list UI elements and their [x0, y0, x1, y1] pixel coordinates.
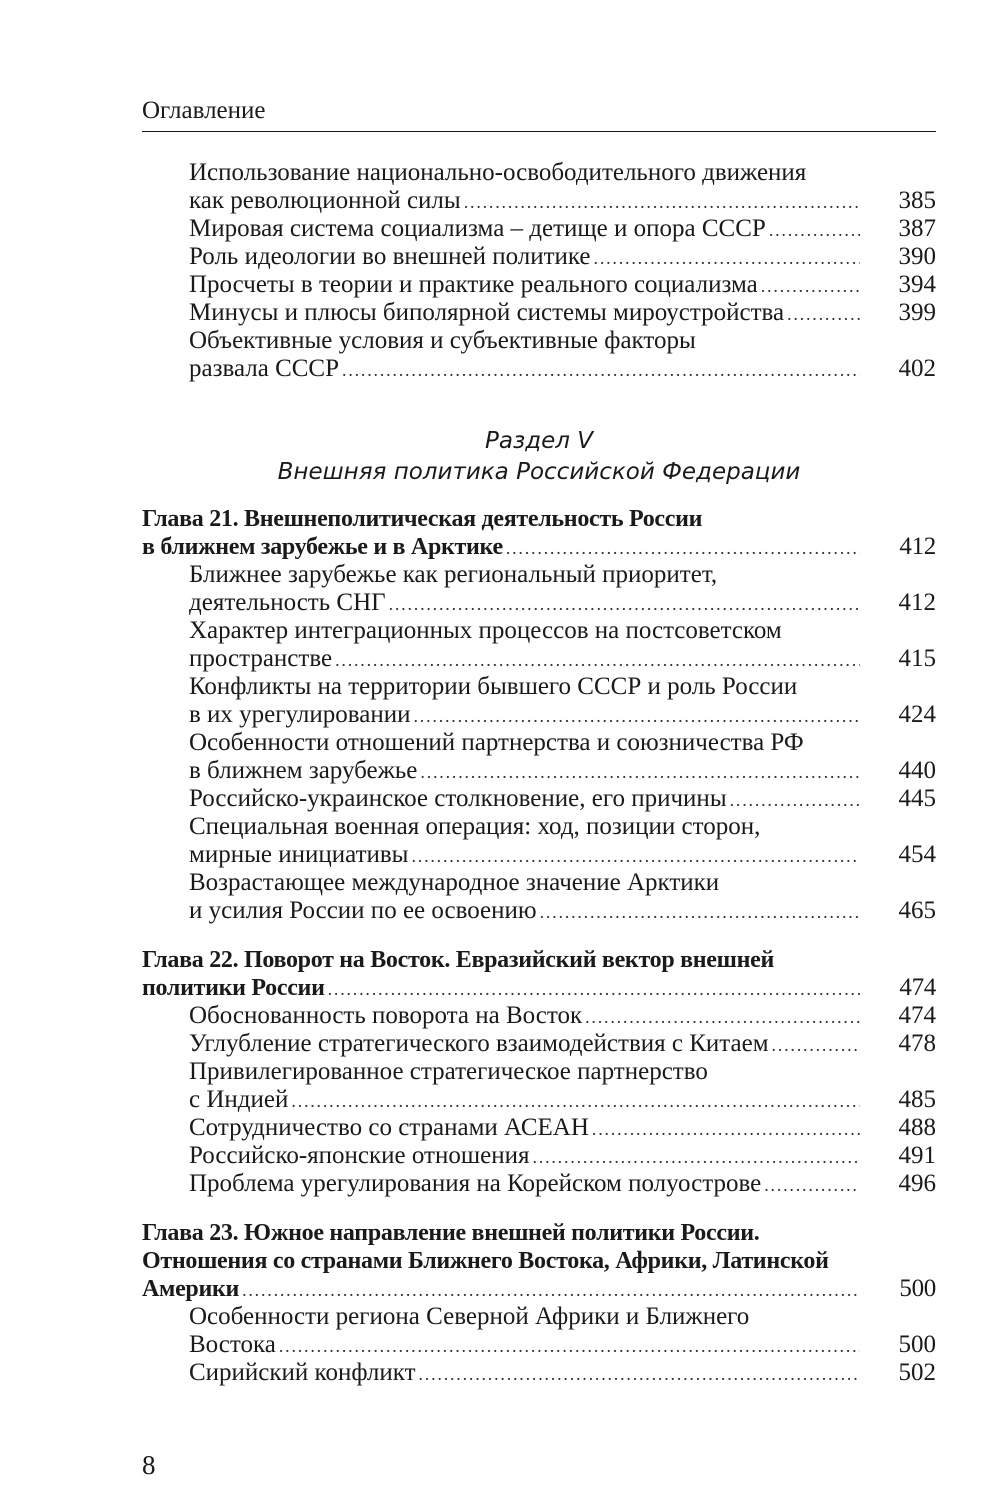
toc-line: Особенности региона Северной Африки и Ближнего: [189, 1303, 750, 1330]
leader-dots: [772, 1031, 860, 1059]
leader-dots: [328, 975, 860, 1003]
page-ref: 485: [898, 1086, 936, 1113]
toc-entry[interactable]: Проблема урегулирования на Корейском полуострове ..... 496: [142, 1170, 936, 1198]
toc-entry[interactable]: мирные инициативы ..... 454: [142, 841, 936, 869]
leader-dots: [420, 758, 860, 786]
section-title: Внешняя политика Российской Федерации: [277, 459, 801, 485]
page-ref: 502: [898, 1359, 936, 1386]
toc-line: Особенности отношений партнерства и союзничества РФ: [189, 729, 804, 756]
chapter-heading[interactable]: в ближнем зарубежье и в Арктике ..... 412: [142, 533, 936, 561]
toc-entry[interactable]: и усилия России по ее освоению ..... 465: [142, 897, 936, 925]
leader-dots: [532, 1143, 860, 1171]
leader-dots: [730, 786, 860, 814]
toc-entry[interactable]: Просчеты в теории и практике реального социализма ..... 394: [142, 271, 936, 299]
leader-dots: [585, 1003, 860, 1031]
page-ref: 474: [898, 1002, 936, 1029]
toc-line: Возрастающее международное значение Арктики: [189, 869, 720, 896]
leader-dots: [411, 842, 860, 870]
page-ref: 402: [898, 355, 936, 382]
page-ref: 474: [899, 974, 936, 1001]
chapter-heading-line: Глава 21. Внешнеполитическая деятельность России: [142, 506, 703, 532]
page-ref: 491: [898, 1142, 936, 1169]
chapter-heading-line: Глава 23. Южное направление внешней политики России.: [142, 1220, 760, 1246]
page-ref: 465: [898, 897, 936, 924]
toc-entry[interactable]: Сотрудничество со странами АСЕАН ..... 488: [142, 1114, 936, 1142]
toc-entry[interactable]: как революционной силы ..... 385: [142, 187, 936, 215]
toc-entry[interactable]: Углубление стратегического взаимодействия с Китаем ..... 478: [142, 1030, 936, 1058]
toc-line: Ближнее зарубежье как региональный приоритет,: [189, 561, 718, 588]
leader-dots: [592, 1115, 860, 1143]
chapter-22: [142, 946, 936, 1198]
leader-dots: [389, 590, 860, 618]
page-ref: 500: [899, 1275, 936, 1302]
toc-entry[interactable]: Сирийский конфликт ..... 502: [142, 1359, 936, 1387]
toc-entry[interactable]: Роль идеологии во внешней политике ..... 390: [142, 243, 936, 271]
page-ref: 390: [898, 243, 936, 270]
chapter-heading-line: Глава 22. Поворот на Восток. Евразийский вектор внешней: [142, 947, 774, 973]
toc-line: Привилегированное стратегическое партнерство: [189, 1058, 708, 1085]
chapter-heading-line: Отношения со странами Ближнего Востока, Африки, Латинской: [142, 1248, 829, 1274]
section-label: Раздел V: [485, 428, 593, 454]
page-ref: 387: [898, 215, 936, 242]
toc-entry[interactable]: с Индией ..... 485: [142, 1086, 936, 1114]
page-ref: 496: [898, 1170, 936, 1197]
page-ref: 478: [898, 1030, 936, 1057]
page-ref: 399: [898, 299, 936, 326]
leader-dots: [769, 216, 860, 244]
toc-entry[interactable]: Российско-украинское столкновение, его причины ..... 445: [142, 785, 936, 813]
chapter-heading[interactable]: Америки ..... 500: [142, 1275, 936, 1303]
toc-entry[interactable]: пространстве ..... 415: [142, 645, 936, 673]
page-ref: 440: [898, 757, 936, 784]
leader-dots: [464, 188, 860, 216]
page-ref: 412: [899, 533, 936, 560]
toc-line: Объективные условия и субъективные факторы: [189, 327, 696, 354]
toc-line: Использование национально-освободительного движения: [189, 159, 807, 186]
page-ref: 412: [898, 589, 936, 616]
page-ref: 454: [898, 841, 936, 868]
leader-dots: [764, 1171, 860, 1199]
chapter-21: [142, 505, 936, 925]
page-number: 8: [142, 1450, 156, 1480]
toc-entry[interactable]: развала СССР ..... 402: [142, 355, 936, 383]
leader-dots: [414, 702, 861, 730]
leader-dots: [279, 1332, 860, 1360]
toc-line: Характер интеграционных процессов на постсоветском: [189, 617, 782, 644]
toc-entry[interactable]: Российско-японские отношения ..... 491: [142, 1142, 936, 1170]
running-header: Оглавление: [142, 97, 266, 124]
leader-dots: [342, 356, 860, 384]
page-ref: 500: [898, 1331, 936, 1358]
toc-line: Конфликты на территории бывшего СССР и роль России: [189, 673, 798, 700]
toc-entry[interactable]: в ближнем зарубежье ..... 440: [142, 757, 936, 785]
page-ref: 385: [898, 187, 936, 214]
leader-dots: [506, 534, 860, 562]
page-ref: 488: [898, 1114, 936, 1141]
leader-dots: [291, 1087, 860, 1115]
leader-dots: [787, 300, 860, 328]
leader-dots: [540, 898, 860, 926]
page-ref: 445: [898, 785, 936, 812]
page-ref: 415: [898, 645, 936, 672]
leader-dots: [419, 1360, 861, 1388]
page-ref: 424: [898, 701, 936, 728]
toc-top-entries: [142, 159, 936, 383]
leader-dots: [335, 646, 860, 674]
toc-entry[interactable]: в их урегулировании ..... 424: [142, 701, 936, 729]
toc-entry[interactable]: деятельность СНГ ..... 412: [142, 589, 936, 617]
toc-entry[interactable]: Обоснованность поворота на Восток ..... 474: [142, 1002, 936, 1030]
page-ref: 394: [898, 271, 936, 298]
chapter-23: [142, 1219, 936, 1387]
toc-line: Специальная военная операция: ход, позиции сторон,: [189, 813, 761, 840]
toc-entry[interactable]: Минусы и плюсы биполярной системы мироустройства ..... 399: [142, 299, 936, 327]
toc-entry[interactable]: Мировая система социализма – детище и опора СССР ..... 387: [142, 215, 936, 243]
leader-dots: [594, 244, 860, 272]
chapter-heading[interactable]: политики России ..... 474: [142, 974, 936, 1002]
toc-entry[interactable]: Востока ..... 500: [142, 1331, 936, 1359]
leader-dots: [242, 1276, 860, 1304]
leader-dots: [761, 272, 860, 300]
header-rule: [142, 131, 936, 132]
